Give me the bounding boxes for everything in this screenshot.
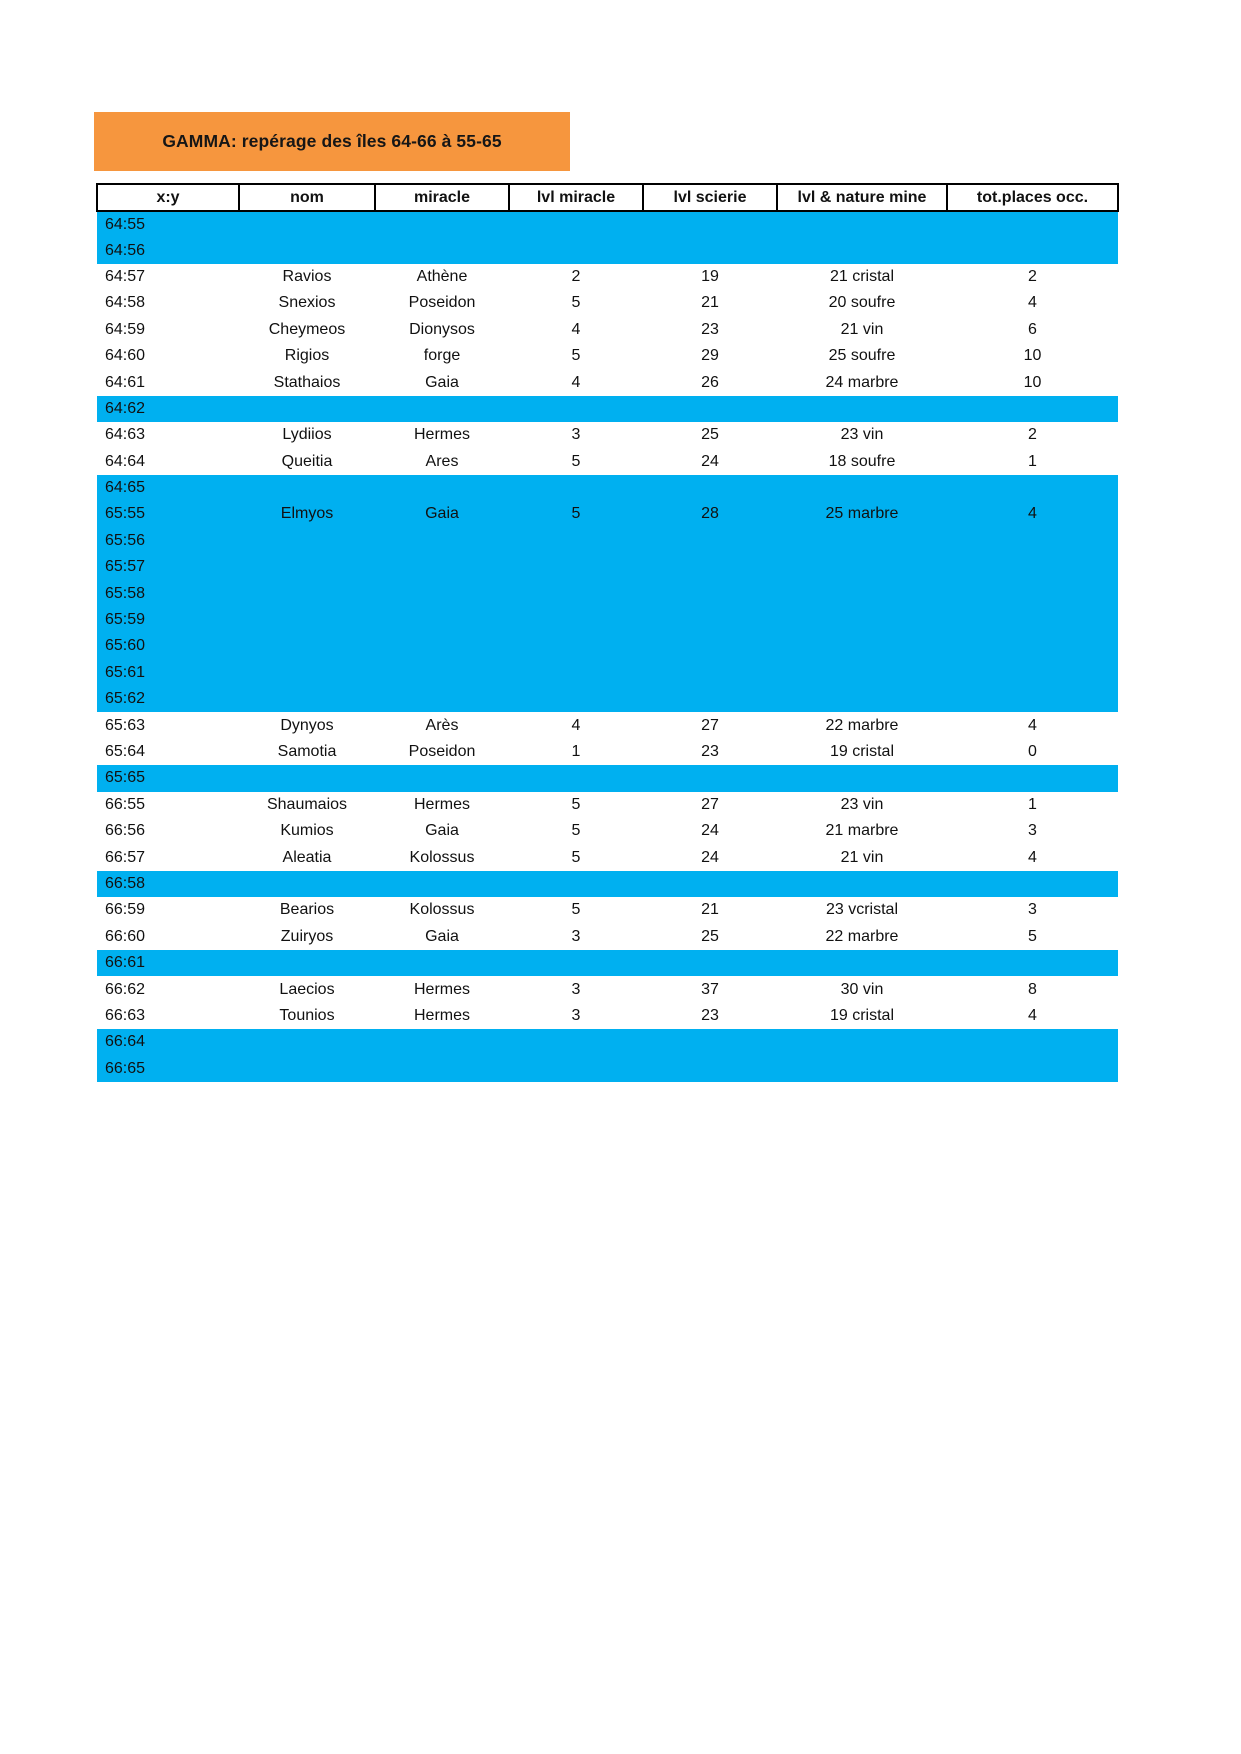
cell-lvl-miracle xyxy=(509,580,643,606)
cell-miracle: Gaia xyxy=(425,373,459,391)
cell-lvl-miracle: 3 xyxy=(571,927,581,945)
table-body xyxy=(97,211,1118,1082)
cell-lvl-scierie: 19 xyxy=(701,267,719,285)
cell-miracle xyxy=(375,237,509,263)
table-row xyxy=(97,765,1118,791)
cell-lvl-scierie: 23 xyxy=(701,1006,719,1024)
cell-nom xyxy=(239,528,375,554)
cell-places xyxy=(947,950,1118,976)
cell-lvl-miracle: 3 xyxy=(571,980,581,998)
cell-nom xyxy=(239,554,375,580)
table-row xyxy=(97,580,1118,606)
cell-mine: 24 marbre xyxy=(825,373,899,391)
cell-mine: 21 vin xyxy=(840,320,884,338)
cell-nom: Rigios xyxy=(284,347,330,365)
cell-mine: 23 vin xyxy=(840,426,884,444)
cell-places: 8 xyxy=(1028,980,1037,998)
cell-nom xyxy=(239,871,375,897)
cell-miracle xyxy=(375,1056,509,1082)
cell-xy: 65:64 xyxy=(105,743,146,760)
cell-mine xyxy=(777,1056,947,1082)
cell-mine: 21 cristal xyxy=(829,267,895,285)
cell-miracle xyxy=(375,765,509,791)
cell-nom: Elmyos xyxy=(239,501,375,527)
table-row xyxy=(97,818,1118,844)
cell-mine: 22 marbre xyxy=(825,716,899,734)
cell-mine: 19 cristal xyxy=(829,1006,895,1024)
cell-lvl-miracle: 5 xyxy=(571,452,581,470)
cell-lvl-scierie: 24 xyxy=(701,822,719,840)
cell-mine: 25 marbre xyxy=(777,501,947,527)
cell-nom xyxy=(239,660,375,686)
table-row xyxy=(97,712,1118,738)
cell-mine: 30 vin xyxy=(840,980,884,998)
cell-nom xyxy=(239,633,375,659)
cell-mine xyxy=(777,211,947,237)
cell-lvl-miracle xyxy=(509,686,643,712)
cell-xy: 65:56 xyxy=(97,528,239,554)
cell-lvl-miracle xyxy=(509,528,643,554)
table-row xyxy=(97,1056,1118,1082)
cell-miracle: Gaia xyxy=(425,822,459,840)
cell-nom xyxy=(239,237,375,263)
cell-lvl-scierie xyxy=(643,950,777,976)
table-row xyxy=(97,528,1118,554)
cell-nom xyxy=(239,475,375,501)
table-row xyxy=(97,422,1118,448)
cell-lvl-miracle: 5 xyxy=(571,822,581,840)
cell-lvl-miracle: 4 xyxy=(571,716,581,734)
cell-nom: Kumios xyxy=(280,822,334,840)
cell-mine: 23 vin xyxy=(840,795,884,813)
cell-lvl-miracle: 1 xyxy=(571,743,581,760)
table-row xyxy=(97,237,1118,263)
cell-places xyxy=(947,1056,1118,1082)
cell-xy: 64:60 xyxy=(105,347,146,365)
cell-lvl-miracle xyxy=(509,633,643,659)
cell-miracle xyxy=(375,211,509,237)
cell-nom xyxy=(239,686,375,712)
cell-lvl-scierie: 28 xyxy=(643,501,777,527)
cell-mine xyxy=(777,1029,947,1055)
cell-lvl-miracle xyxy=(509,765,643,791)
cell-xy: 66:61 xyxy=(97,950,239,976)
cell-lvl-scierie: 26 xyxy=(701,373,719,391)
cell-nom xyxy=(239,765,375,791)
cell-places xyxy=(947,475,1118,501)
cell-mine: 23 vcristal xyxy=(825,901,899,919)
cell-miracle: Gaia xyxy=(375,501,509,527)
cell-miracle: Poseidon xyxy=(408,743,476,760)
cell-mine: 21 vin xyxy=(840,848,884,866)
table-row xyxy=(97,976,1118,1002)
cell-places: 10 xyxy=(1023,347,1042,365)
table-row xyxy=(97,475,1118,501)
cell-lvl-scierie xyxy=(643,554,777,580)
cell-lvl-miracle xyxy=(509,607,643,633)
cell-places xyxy=(947,528,1118,554)
cell-lvl-scierie xyxy=(643,607,777,633)
cell-places xyxy=(947,580,1118,606)
cell-xy: 64:58 xyxy=(105,294,146,312)
title-banner xyxy=(94,112,570,171)
cell-nom: Stathaios xyxy=(273,373,341,391)
cell-mine: 18 soufre xyxy=(828,452,896,470)
cell-xy: 65:59 xyxy=(97,607,239,633)
cell-mine: 25 soufre xyxy=(828,347,896,365)
cell-miracle: forge xyxy=(423,347,461,365)
cell-miracle: Kolossus xyxy=(409,848,475,866)
cell-lvl-miracle: 5 xyxy=(571,901,581,919)
cell-mine xyxy=(777,660,947,686)
cell-mine xyxy=(777,871,947,897)
cell-lvl-miracle xyxy=(509,475,643,501)
cell-xy: 66:59 xyxy=(105,901,146,919)
cell-places: 2 xyxy=(1028,426,1037,444)
cell-xy: 64:59 xyxy=(105,320,146,338)
cell-lvl-scierie: 23 xyxy=(701,743,719,760)
cell-places: 4 xyxy=(1028,848,1037,866)
cell-miracle xyxy=(375,660,509,686)
cell-lvl-scierie xyxy=(643,475,777,501)
cell-lvl-miracle: 5 xyxy=(571,294,581,312)
cell-places xyxy=(947,871,1118,897)
col-header-lvl-scierie: lvl scierie xyxy=(643,184,777,211)
cell-mine xyxy=(777,633,947,659)
table-row xyxy=(97,264,1118,290)
cell-places: 6 xyxy=(1028,320,1037,338)
col-header-nom: nom xyxy=(239,184,375,211)
cell-xy: 65:58 xyxy=(97,580,239,606)
cell-miracle: Hermes xyxy=(413,1006,470,1024)
cell-lvl-scierie xyxy=(643,211,777,237)
cell-xy: 66:62 xyxy=(105,980,146,998)
cell-lvl-miracle xyxy=(509,1029,643,1055)
table-row xyxy=(97,686,1118,712)
cell-nom xyxy=(239,580,375,606)
cell-lvl-scierie: 27 xyxy=(701,795,719,813)
cell-lvl-miracle xyxy=(509,237,643,263)
cell-places xyxy=(947,211,1118,237)
cell-lvl-scierie: 37 xyxy=(701,980,719,998)
cell-mine xyxy=(777,607,947,633)
cell-places xyxy=(947,554,1118,580)
table-row xyxy=(97,449,1118,475)
cell-lvl-scierie: 25 xyxy=(701,927,719,945)
cell-xy: 65:63 xyxy=(105,716,146,734)
cell-lvl-scierie: 25 xyxy=(701,426,719,444)
cell-miracle: Dionysos xyxy=(409,320,475,338)
cell-places: 2 xyxy=(1028,267,1037,285)
cell-lvl-miracle xyxy=(509,660,643,686)
cell-miracle xyxy=(375,396,509,422)
cell-lvl-scierie xyxy=(643,580,777,606)
cell-lvl-miracle: 4 xyxy=(571,320,581,338)
cell-lvl-miracle: 5 xyxy=(571,347,581,365)
cell-miracle xyxy=(375,633,509,659)
cell-places: 3 xyxy=(1028,822,1037,840)
cell-xy: 64:64 xyxy=(105,452,146,470)
col-header-xy: x:y xyxy=(97,184,239,211)
cell-lvl-miracle: 4 xyxy=(571,373,581,391)
cell-miracle xyxy=(375,475,509,501)
cell-xy: 65:61 xyxy=(97,660,239,686)
cell-xy: 65:60 xyxy=(97,633,239,659)
table-row xyxy=(97,633,1118,659)
cell-lvl-scierie: 29 xyxy=(701,347,719,365)
cell-places: 4 xyxy=(947,501,1118,527)
cell-miracle: Poseidon xyxy=(408,294,476,312)
cell-xy: 64:61 xyxy=(105,373,146,391)
cell-mine xyxy=(777,396,947,422)
cell-places xyxy=(947,633,1118,659)
cell-places: 10 xyxy=(1023,373,1042,391)
cell-miracle: Hermes xyxy=(413,980,470,998)
cell-lvl-scierie xyxy=(643,660,777,686)
cell-mine: 20 soufre xyxy=(828,294,896,312)
cell-lvl-miracle xyxy=(509,396,643,422)
cell-xy: 66:56 xyxy=(105,822,146,840)
cell-lvl-miracle: 3 xyxy=(571,426,581,444)
cell-nom: Snexios xyxy=(278,294,336,312)
cell-xy: 64:62 xyxy=(97,396,239,422)
cell-xy: 65:55 xyxy=(97,501,239,527)
cell-lvl-scierie xyxy=(643,765,777,791)
cell-lvl-scierie xyxy=(643,528,777,554)
cell-places: 4 xyxy=(1028,716,1037,734)
cell-miracle xyxy=(375,686,509,712)
cell-nom xyxy=(239,211,375,237)
table-row xyxy=(97,607,1118,633)
cell-lvl-scierie xyxy=(643,633,777,659)
cell-places xyxy=(947,396,1118,422)
cell-miracle xyxy=(375,607,509,633)
cell-places: 3 xyxy=(1028,901,1037,919)
cell-xy: 66:55 xyxy=(105,795,146,813)
cell-nom: Aleatia xyxy=(282,848,332,866)
cell-lvl-scierie xyxy=(643,871,777,897)
cell-nom: Queitia xyxy=(281,452,333,470)
cell-nom: Laecios xyxy=(279,980,335,998)
cell-lvl-scierie xyxy=(643,1029,777,1055)
col-header-places: tot.places occ. xyxy=(947,184,1118,211)
cell-lvl-miracle xyxy=(509,871,643,897)
col-header-mine: lvl & nature mine xyxy=(777,184,947,211)
cell-xy: 65:57 xyxy=(97,554,239,580)
cell-nom: Tounios xyxy=(279,1006,335,1024)
cell-nom: Lydiios xyxy=(282,426,332,444)
cell-xy: 66:63 xyxy=(105,1006,146,1024)
table-row xyxy=(97,844,1118,870)
cell-lvl-miracle: 3 xyxy=(571,1006,581,1024)
cell-xy: 64:55 xyxy=(97,211,239,237)
cell-nom: Shaumaios xyxy=(266,795,348,813)
islands-table xyxy=(96,183,1119,1082)
cell-places: 1 xyxy=(1028,795,1037,813)
cell-xy: 66:57 xyxy=(105,848,146,866)
cell-mine xyxy=(777,950,947,976)
cell-lvl-scierie xyxy=(643,237,777,263)
table-row xyxy=(97,897,1118,923)
cell-mine xyxy=(777,686,947,712)
cell-mine: 21 marbre xyxy=(825,822,899,840)
cell-lvl-scierie: 23 xyxy=(701,320,719,338)
cell-lvl-miracle xyxy=(509,554,643,580)
cell-nom xyxy=(239,1029,375,1055)
cell-miracle: Athène xyxy=(416,267,468,285)
cell-lvl-scierie: 24 xyxy=(701,848,719,866)
page-title: GAMMA: repérage des îles 64-66 à 55-65 xyxy=(162,131,502,151)
cell-lvl-scierie xyxy=(643,686,777,712)
cell-nom xyxy=(239,950,375,976)
cell-lvl-scierie: 21 xyxy=(701,294,719,312)
cell-mine xyxy=(777,475,947,501)
cell-mine xyxy=(777,237,947,263)
cell-xy: 64:63 xyxy=(105,426,146,444)
cell-mine: 19 cristal xyxy=(829,743,895,760)
table-row xyxy=(97,1003,1118,1029)
cell-nom xyxy=(239,1056,375,1082)
cell-places: 4 xyxy=(1028,294,1037,312)
cell-xy: 65:62 xyxy=(97,686,239,712)
table-row xyxy=(97,739,1118,765)
cell-lvl-miracle: 5 xyxy=(571,795,581,813)
cell-places xyxy=(947,607,1118,633)
cell-miracle xyxy=(375,528,509,554)
cell-miracle xyxy=(375,950,509,976)
cell-nom: Samotia xyxy=(277,743,337,760)
table-row xyxy=(97,554,1118,580)
table-row xyxy=(97,660,1118,686)
cell-miracle: Ares xyxy=(425,452,459,470)
table-row xyxy=(97,211,1118,237)
cell-mine xyxy=(777,580,947,606)
cell-miracle: Hermes xyxy=(413,426,470,444)
table-row xyxy=(97,290,1118,316)
cell-nom: Zuiryos xyxy=(280,927,334,945)
cell-nom: Ravios xyxy=(282,267,332,285)
cell-xy: 65:65 xyxy=(97,765,239,791)
table-row xyxy=(97,317,1118,343)
cell-places: 1 xyxy=(1028,452,1037,470)
table-row xyxy=(97,396,1118,422)
cell-nom xyxy=(239,607,375,633)
cell-miracle xyxy=(375,871,509,897)
cell-lvl-scierie: 21 xyxy=(701,901,719,919)
cell-places xyxy=(947,660,1118,686)
cell-nom: Cheymeos xyxy=(268,320,346,338)
cell-xy: 64:57 xyxy=(105,267,146,285)
cell-places: 5 xyxy=(1028,927,1037,945)
cell-miracle xyxy=(375,1029,509,1055)
cell-places xyxy=(947,765,1118,791)
cell-mine xyxy=(777,765,947,791)
table-row xyxy=(97,1029,1118,1055)
cell-xy: 66:64 xyxy=(97,1029,239,1055)
cell-mine xyxy=(777,528,947,554)
cell-lvl-miracle xyxy=(509,950,643,976)
header-row xyxy=(97,184,1118,211)
cell-lvl-scierie xyxy=(643,1056,777,1082)
col-header-miracle: miracle xyxy=(375,184,509,211)
table-row xyxy=(97,501,1118,527)
table-row xyxy=(97,950,1118,976)
cell-places: 4 xyxy=(1028,1006,1037,1024)
cell-miracle: Arès xyxy=(425,716,459,734)
cell-miracle: Gaia xyxy=(425,927,459,945)
cell-xy: 66:60 xyxy=(105,927,146,945)
cell-places: 0 xyxy=(1028,743,1037,760)
table-row xyxy=(97,343,1118,369)
cell-mine: 22 marbre xyxy=(825,927,899,945)
cell-xy: 66:65 xyxy=(97,1056,239,1082)
cell-lvl-scierie: 24 xyxy=(701,452,719,470)
cell-miracle: Hermes xyxy=(413,795,470,813)
col-header-lvl-miracle: lvl miracle xyxy=(509,184,643,211)
cell-lvl-miracle: 2 xyxy=(571,267,581,285)
cell-lvl-miracle: 5 xyxy=(509,501,643,527)
table-row xyxy=(97,369,1118,395)
table-row xyxy=(97,792,1118,818)
cell-lvl-miracle: 5 xyxy=(571,848,581,866)
cell-lvl-scierie: 27 xyxy=(701,716,719,734)
cell-lvl-miracle xyxy=(509,211,643,237)
cell-places xyxy=(947,686,1118,712)
cell-mine xyxy=(777,554,947,580)
cell-miracle: Kolossus xyxy=(409,901,475,919)
cell-lvl-miracle xyxy=(509,1056,643,1082)
cell-places xyxy=(947,237,1118,263)
cell-places xyxy=(947,1029,1118,1055)
cell-nom: Dynyos xyxy=(280,716,334,734)
table-row xyxy=(97,871,1118,897)
cell-xy: 64:56 xyxy=(97,237,239,263)
cell-miracle xyxy=(375,580,509,606)
table-row xyxy=(97,924,1118,950)
cell-nom: Bearios xyxy=(279,901,335,919)
cell-xy: 66:58 xyxy=(97,871,239,897)
cell-nom xyxy=(239,396,375,422)
cell-miracle xyxy=(375,554,509,580)
cell-lvl-scierie xyxy=(643,396,777,422)
cell-xy: 64:65 xyxy=(97,475,239,501)
